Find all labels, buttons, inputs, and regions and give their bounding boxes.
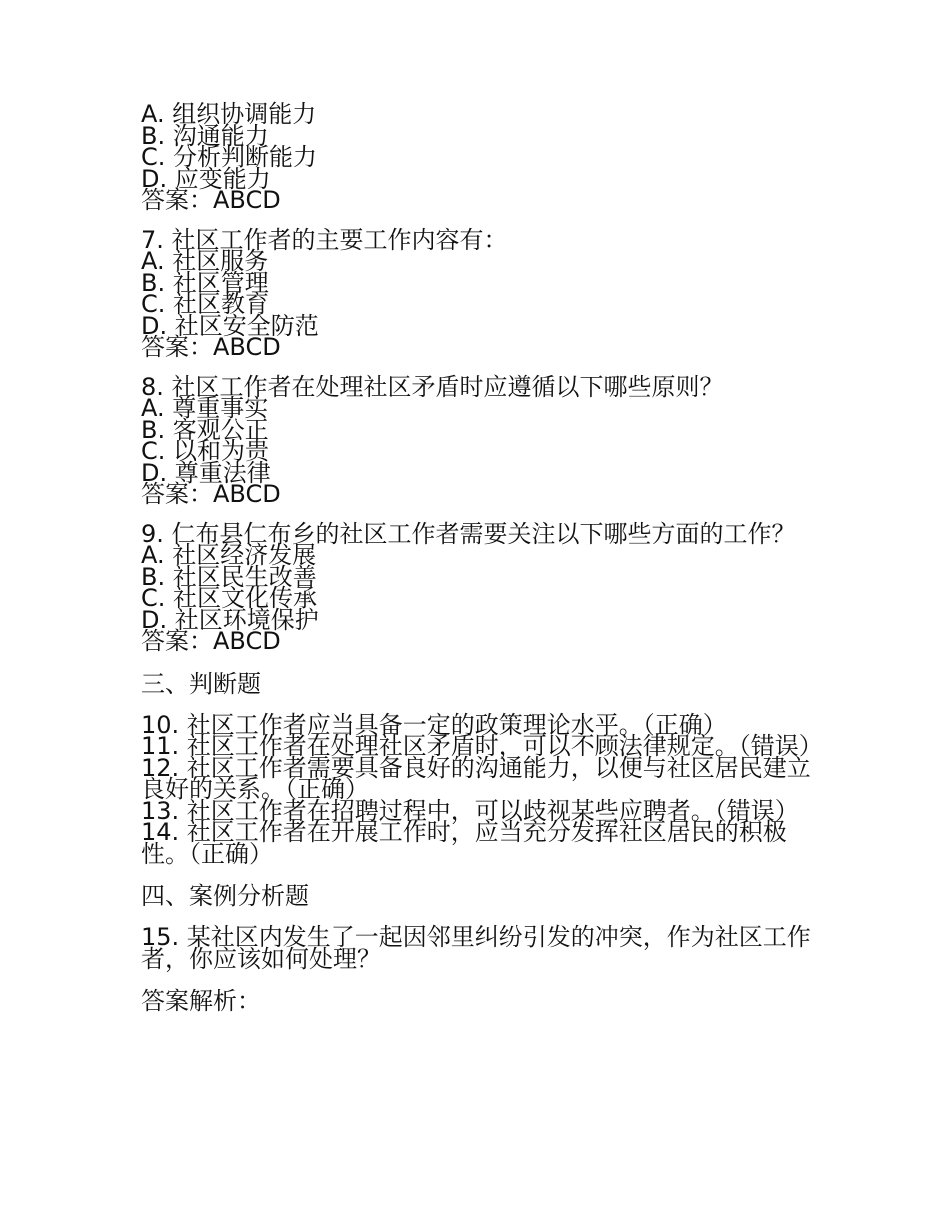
judgment-questions <box>141 710 823 868</box>
section-4-heading-block <box>141 883 811 909</box>
judgment-item-12: 12. 社区工作者需要具备良好的沟通能力，以便与社区居民建立良好的关系。（正确） <box>141 753 811 803</box>
option-b: B. 社区管理 <box>141 268 269 297</box>
section-heading: 四、案例分析题 <box>141 882 309 910</box>
option-b: B. 社区民生改善 <box>141 562 317 591</box>
option-a: A. 尊重事实 <box>141 394 269 422</box>
question-stem: 8. 社区工作者在处理社区矛盾时应遵循以下哪些原则？ <box>141 372 724 401</box>
question-stem: 7. 社区工作者的主要工作内容有： <box>141 225 508 254</box>
judgment-item-10: 10. 社区工作者应当具备一定的政策理论水平。（正确） <box>141 710 727 739</box>
option-c: C. 社区教育 <box>141 290 270 318</box>
question-9 <box>141 519 811 655</box>
analysis-block <box>141 988 811 1014</box>
option-a: A. 社区经济发展 <box>141 541 317 569</box>
answer: 答案：ABCD <box>141 480 281 508</box>
section-heading: 三、判断题 <box>141 669 261 698</box>
document-page <box>141 100 823 1032</box>
option-d: D. 尊重法律 <box>141 458 271 487</box>
option-b: B. 客观公正 <box>141 415 269 444</box>
question-7 <box>141 225 811 361</box>
analysis-label: 答案解析： <box>141 987 261 1015</box>
case-question: 15. 某社区内发生了一起因邻里纠纷引发的冲突，作为社区工作者，你应该如何处理？ <box>141 923 811 973</box>
option-c: C. 社区文化传承 <box>141 584 318 612</box>
question-15 <box>141 923 811 973</box>
judgment-item-14: 14. 社区工作者在开展工作时，应当充分发挥社区居民的积极性。（正确） <box>141 818 787 868</box>
section-3-heading-block <box>141 671 811 697</box>
answer: 答案：ABCD <box>141 186 281 214</box>
question-6-options <box>141 100 811 214</box>
option-d: D. 应变能力 <box>141 164 271 193</box>
judgment-item-11: 11. 社区工作者在处理社区矛盾时，可以不顾法律规定。（错误） <box>141 732 823 760</box>
option-c: C. 分析判断能力 <box>141 143 318 171</box>
question-8 <box>141 372 811 508</box>
answer: 答案：ABCD <box>141 333 281 361</box>
option-c: C. 以和为贵 <box>141 437 270 465</box>
option-b: B. 沟通能力 <box>141 121 269 150</box>
option-a: A. 组织协调能力 <box>141 100 317 128</box>
option-d: D. 社区环境保护 <box>141 605 319 634</box>
answer: 答案：ABCD <box>141 627 281 655</box>
question-stem: 9. 仁布县仁布乡的社区工作者需要关注以下哪些方面的工作？ <box>141 519 796 548</box>
option-d: D. 社区安全防范 <box>141 311 319 340</box>
option-a: A. 社区服务 <box>141 247 269 275</box>
judgment-item-13: 13. 社区工作者在招聘过程中，可以歧视某些应聘者。（错误） <box>141 796 799 825</box>
